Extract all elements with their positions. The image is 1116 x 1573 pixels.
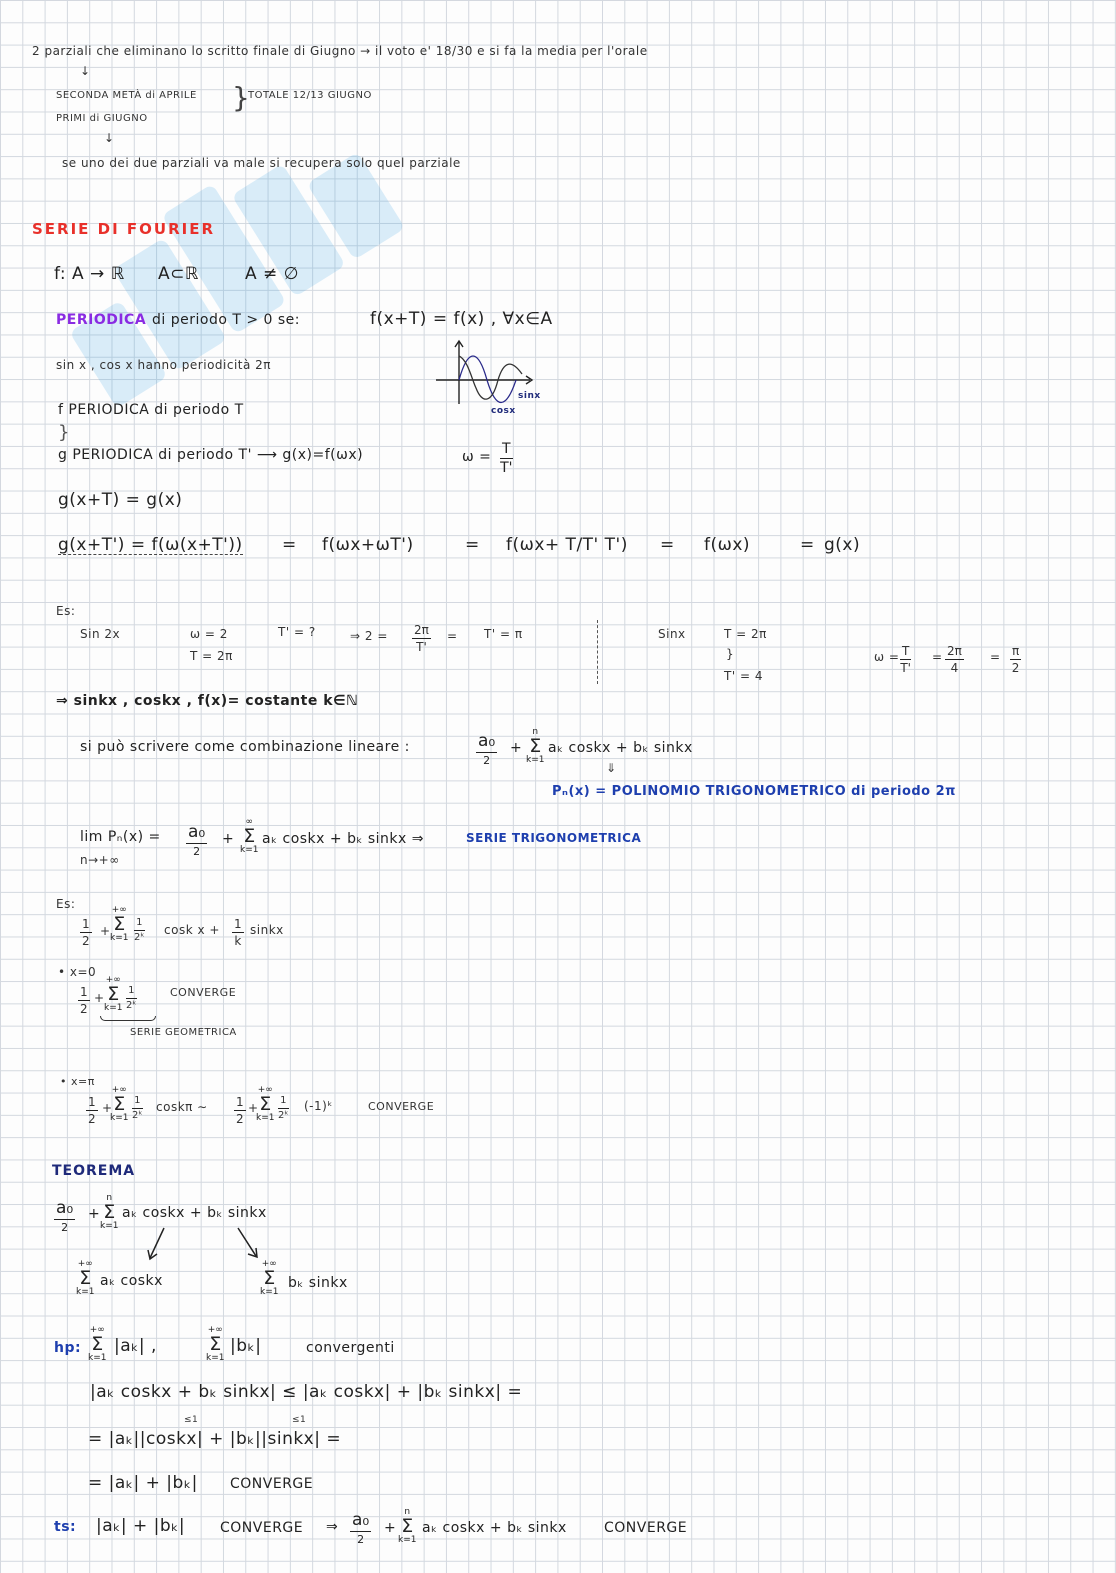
result-pi: T' = π: [484, 627, 523, 641]
trig-terms-b: aₖ coskx + bₖ sinkx ⇒: [262, 831, 424, 847]
sin2x: Sin 2x: [80, 627, 121, 641]
ts-converge: CONVERGE: [220, 1520, 304, 1536]
plus-f: +: [248, 1101, 259, 1115]
hp-sum-b: +∞ Σ k=1: [206, 1325, 225, 1363]
bound-cos: ≤1: [184, 1415, 199, 1425]
half-d: $\frac{1}{2}$: [236, 1095, 244, 1126]
ts-sum: n Σ k=1: [398, 1507, 417, 1545]
ts-terms: aₖ coskx + bₖ sinkx: [422, 1520, 567, 1536]
a0-over-2: a₀ 2: [478, 731, 496, 767]
divider-dashed: [597, 620, 598, 684]
sin-term: sinkx: [250, 923, 284, 937]
tprime-question: T' = ?: [278, 625, 316, 639]
sum-bsin: +∞ Σ k=1: [260, 1259, 279, 1297]
periodica-rest: di periodo T > 0 se:: [152, 312, 301, 328]
chain-eq-4: =: [800, 535, 815, 555]
hp-abs-b: |bₖ|: [230, 1336, 262, 1356]
ts-label: ts:: [54, 1519, 77, 1535]
serie-geometrica: SERIE GEOMETRICA: [130, 1027, 237, 1038]
g-period-eq: g(x+T) = g(x): [58, 490, 183, 510]
ts-implies: ⇒: [326, 1519, 339, 1535]
bsin-term: bₖ sinkx: [288, 1275, 348, 1291]
underbrace: [100, 1016, 156, 1021]
fraction-2pi-4: $\frac{2\pi}{4}$: [947, 644, 962, 675]
limit-expression: lim Pₙ(x) =: [80, 829, 161, 845]
triangle-inequality: |aₖ coskx + bₖ sinkx| ≤ |aₖ coskx| + |bₖ sinkx| =: [90, 1382, 523, 1402]
seconda-meta: SECONDA METÀ di APRILE: [56, 90, 197, 101]
chain-eq-3: =: [660, 535, 675, 555]
limit-sub: n→+∞: [80, 853, 120, 867]
sin-cos-graph: [432, 338, 547, 418]
case-x0: • x=0: [58, 965, 97, 979]
sum-acos: +∞ Σ k=1: [76, 1259, 95, 1297]
teo-sum: n Σ k=1: [100, 1193, 119, 1231]
T-2pi: T = 2π: [724, 627, 767, 641]
frac-1-k: $\frac{1}{k}$: [234, 917, 242, 948]
example-label: Es:: [56, 604, 76, 618]
sum-e: +∞ Σ k=1: [110, 1085, 129, 1123]
teo-terms: aₖ coskx + bₖ sinkx: [122, 1205, 267, 1221]
ts-plus: +: [384, 1520, 397, 1536]
omega-fraction: $\frac{T}{T'}$: [500, 441, 513, 476]
chain-step-2: f(ωx+ωT'): [322, 535, 414, 555]
example-2-label: Es:: [56, 897, 76, 911]
teorema-title: TEOREMA: [52, 1163, 136, 1179]
omega-eq: ω =: [874, 650, 900, 664]
chain-step-1: g(x+T') = f(ω(x+T')): [58, 535, 243, 555]
polinomio-trigonometrico: Pₙ(x) = POLINOMIO TRIGONOMETRICO di periodo 2π: [552, 784, 956, 799]
converge-2: CONVERGE: [368, 1100, 435, 1113]
plus-e: +: [102, 1101, 113, 1115]
periodica-label: PERIODICA: [56, 312, 147, 328]
hp-sum-a: +∞ Σ k=1: [88, 1325, 107, 1363]
section-heading: SERIE DI FOURIER: [32, 220, 216, 238]
sum-symbol: n Σ k=1: [526, 727, 545, 765]
brace-right: }: [232, 81, 251, 114]
ts-abs: |aₖ| + |bₖ|: [96, 1516, 186, 1536]
fraction-2pi-tprime: $\frac{2\pi}{T'}$: [414, 623, 429, 654]
periodica-eq: f(x+T) = f(x) , ∀x∈A: [370, 309, 553, 329]
basis-functions: ⇒ sinkx , coskx , f(x)= costante k∈ℕ: [56, 693, 359, 709]
fraction-pi-2: $\frac{\pi}{2}$: [1011, 644, 1020, 675]
plus-c: +: [100, 924, 111, 938]
chain-eq-2: =: [465, 535, 480, 555]
split-arrows: [140, 1224, 270, 1264]
sin-curve: [459, 356, 516, 403]
f-periodica: f PERIODICA di periodo T: [58, 402, 244, 418]
trig-terms: aₖ coskx + bₖ sinkx: [548, 740, 693, 756]
a0-over-2-b: a₀ 2: [188, 822, 206, 858]
chain-eq-1: =: [282, 535, 297, 555]
implies-2: ⇒ 2 =: [350, 629, 388, 643]
graph-cosx-label: cosx: [491, 406, 516, 416]
linear-combination-text: si può scrivere come combinazione lineare :: [80, 739, 410, 755]
sincos-period: sin x , cos x hanno periodicità 2π: [56, 358, 272, 372]
frac-1-2k-d: $\frac{1}{\text{2ᵏ}}$: [278, 1095, 289, 1121]
totale: TOTALE 12/13 GIUGNO: [248, 90, 372, 101]
sum-symbol-b: ∞ Σ k=1: [240, 817, 259, 855]
frac-1-2k-b: $\frac{1}{\text{2ᵏ}}$: [126, 985, 137, 1011]
sum-c: +∞ Σ k=1: [110, 905, 129, 943]
hp-label: hp:: [54, 1340, 82, 1356]
frac-1-2k-c: $\frac{1}{\text{2ᵏ}}$: [132, 1095, 143, 1121]
down-arrow: ↓: [80, 64, 91, 78]
half: $\frac{1}{2}$: [82, 917, 90, 948]
g-periodica: g PERIODICA di periodo T' ⟶ g(x)=f(ωx): [58, 447, 364, 463]
frac-1-2k: $\frac{1}{\text{2ᵏ}}$: [134, 917, 145, 943]
function-domain: f: A → ℝ: [54, 264, 125, 284]
primi-giugno: PRIMI di GIUGNO: [56, 113, 148, 124]
t-2pi: T = 2π: [190, 649, 233, 663]
down-arrow-2: ↓: [104, 131, 115, 145]
intro-line: 2 parziali che eliminano lo scritto finale di Giugno → il voto e' 18/30 e si fa la media per l'orale: [32, 44, 648, 58]
sum-f: +∞ Σ k=1: [256, 1085, 275, 1123]
abs-sum-line: = |aₖ| + |bₖ|: [88, 1473, 198, 1493]
bound-sin: ≤1: [292, 1415, 307, 1425]
omega-2: ω = 2: [190, 627, 228, 641]
half-c: $\frac{1}{2}$: [88, 1095, 96, 1126]
nonempty: A ≠ ∅: [245, 264, 299, 284]
subset: A⊂ℝ: [158, 264, 199, 284]
chain-step-4: f(ωx): [704, 535, 751, 555]
plus-d: +: [94, 991, 105, 1005]
minus-one-k: (-1)ᵏ: [304, 1099, 333, 1113]
ts-converge-2: CONVERGE: [604, 1520, 688, 1536]
acos-term: aₖ coskx: [100, 1273, 163, 1289]
teo-plus: +: [88, 1206, 101, 1222]
case-xpi: • x=π: [60, 1075, 95, 1088]
chain-step-5: g(x): [824, 535, 861, 555]
converge-1: CONVERGE: [170, 986, 237, 999]
plus: +: [510, 740, 523, 756]
hp-abs-a: |aₖ| ,: [114, 1336, 157, 1356]
cos-curve: [459, 356, 522, 399]
eq-b: =: [932, 650, 943, 664]
omega-label: ω =: [462, 449, 492, 465]
eq-c: =: [990, 650, 1001, 664]
link-brace: }: [58, 422, 70, 443]
fraction-t-tprime: $\frac{T}{T'}$: [900, 644, 911, 675]
es1-eq: =: [447, 629, 458, 643]
converge-3: CONVERGE: [230, 1476, 314, 1492]
brace-small: }: [726, 647, 735, 661]
serie-trigonometrica: SERIE TRIGONOMETRICA: [466, 831, 642, 845]
watermark-logo: [20, 80, 500, 443]
down-double-arrow: ⇓: [606, 761, 617, 775]
half-b: $\frac{1}{2}$: [80, 985, 88, 1016]
sinx-label: Sinx: [658, 627, 686, 641]
chain-step-3: f(ωx+ T/T' T'): [506, 535, 628, 555]
sum-d: +∞ Σ k=1: [104, 975, 123, 1013]
convergenti: convergenti: [306, 1340, 395, 1356]
plus-b: +: [222, 831, 235, 847]
T-prime-4: T' = 4: [724, 669, 763, 683]
cos-term: cosk x +: [164, 923, 220, 937]
teo-a0-over-2: a₀ 2: [56, 1198, 74, 1234]
ts-a0-over-2: a₀ 2: [352, 1510, 370, 1546]
cos-kpi: coskπ ∼: [156, 1100, 208, 1114]
graph-sinx-label: sinx: [518, 391, 541, 401]
recover-line: se uno dei due parziali va male si recupera solo quel parziale: [62, 156, 461, 170]
abs-product-line: = |aₖ||coskx| + |bₖ||sinkx| =: [88, 1429, 342, 1449]
